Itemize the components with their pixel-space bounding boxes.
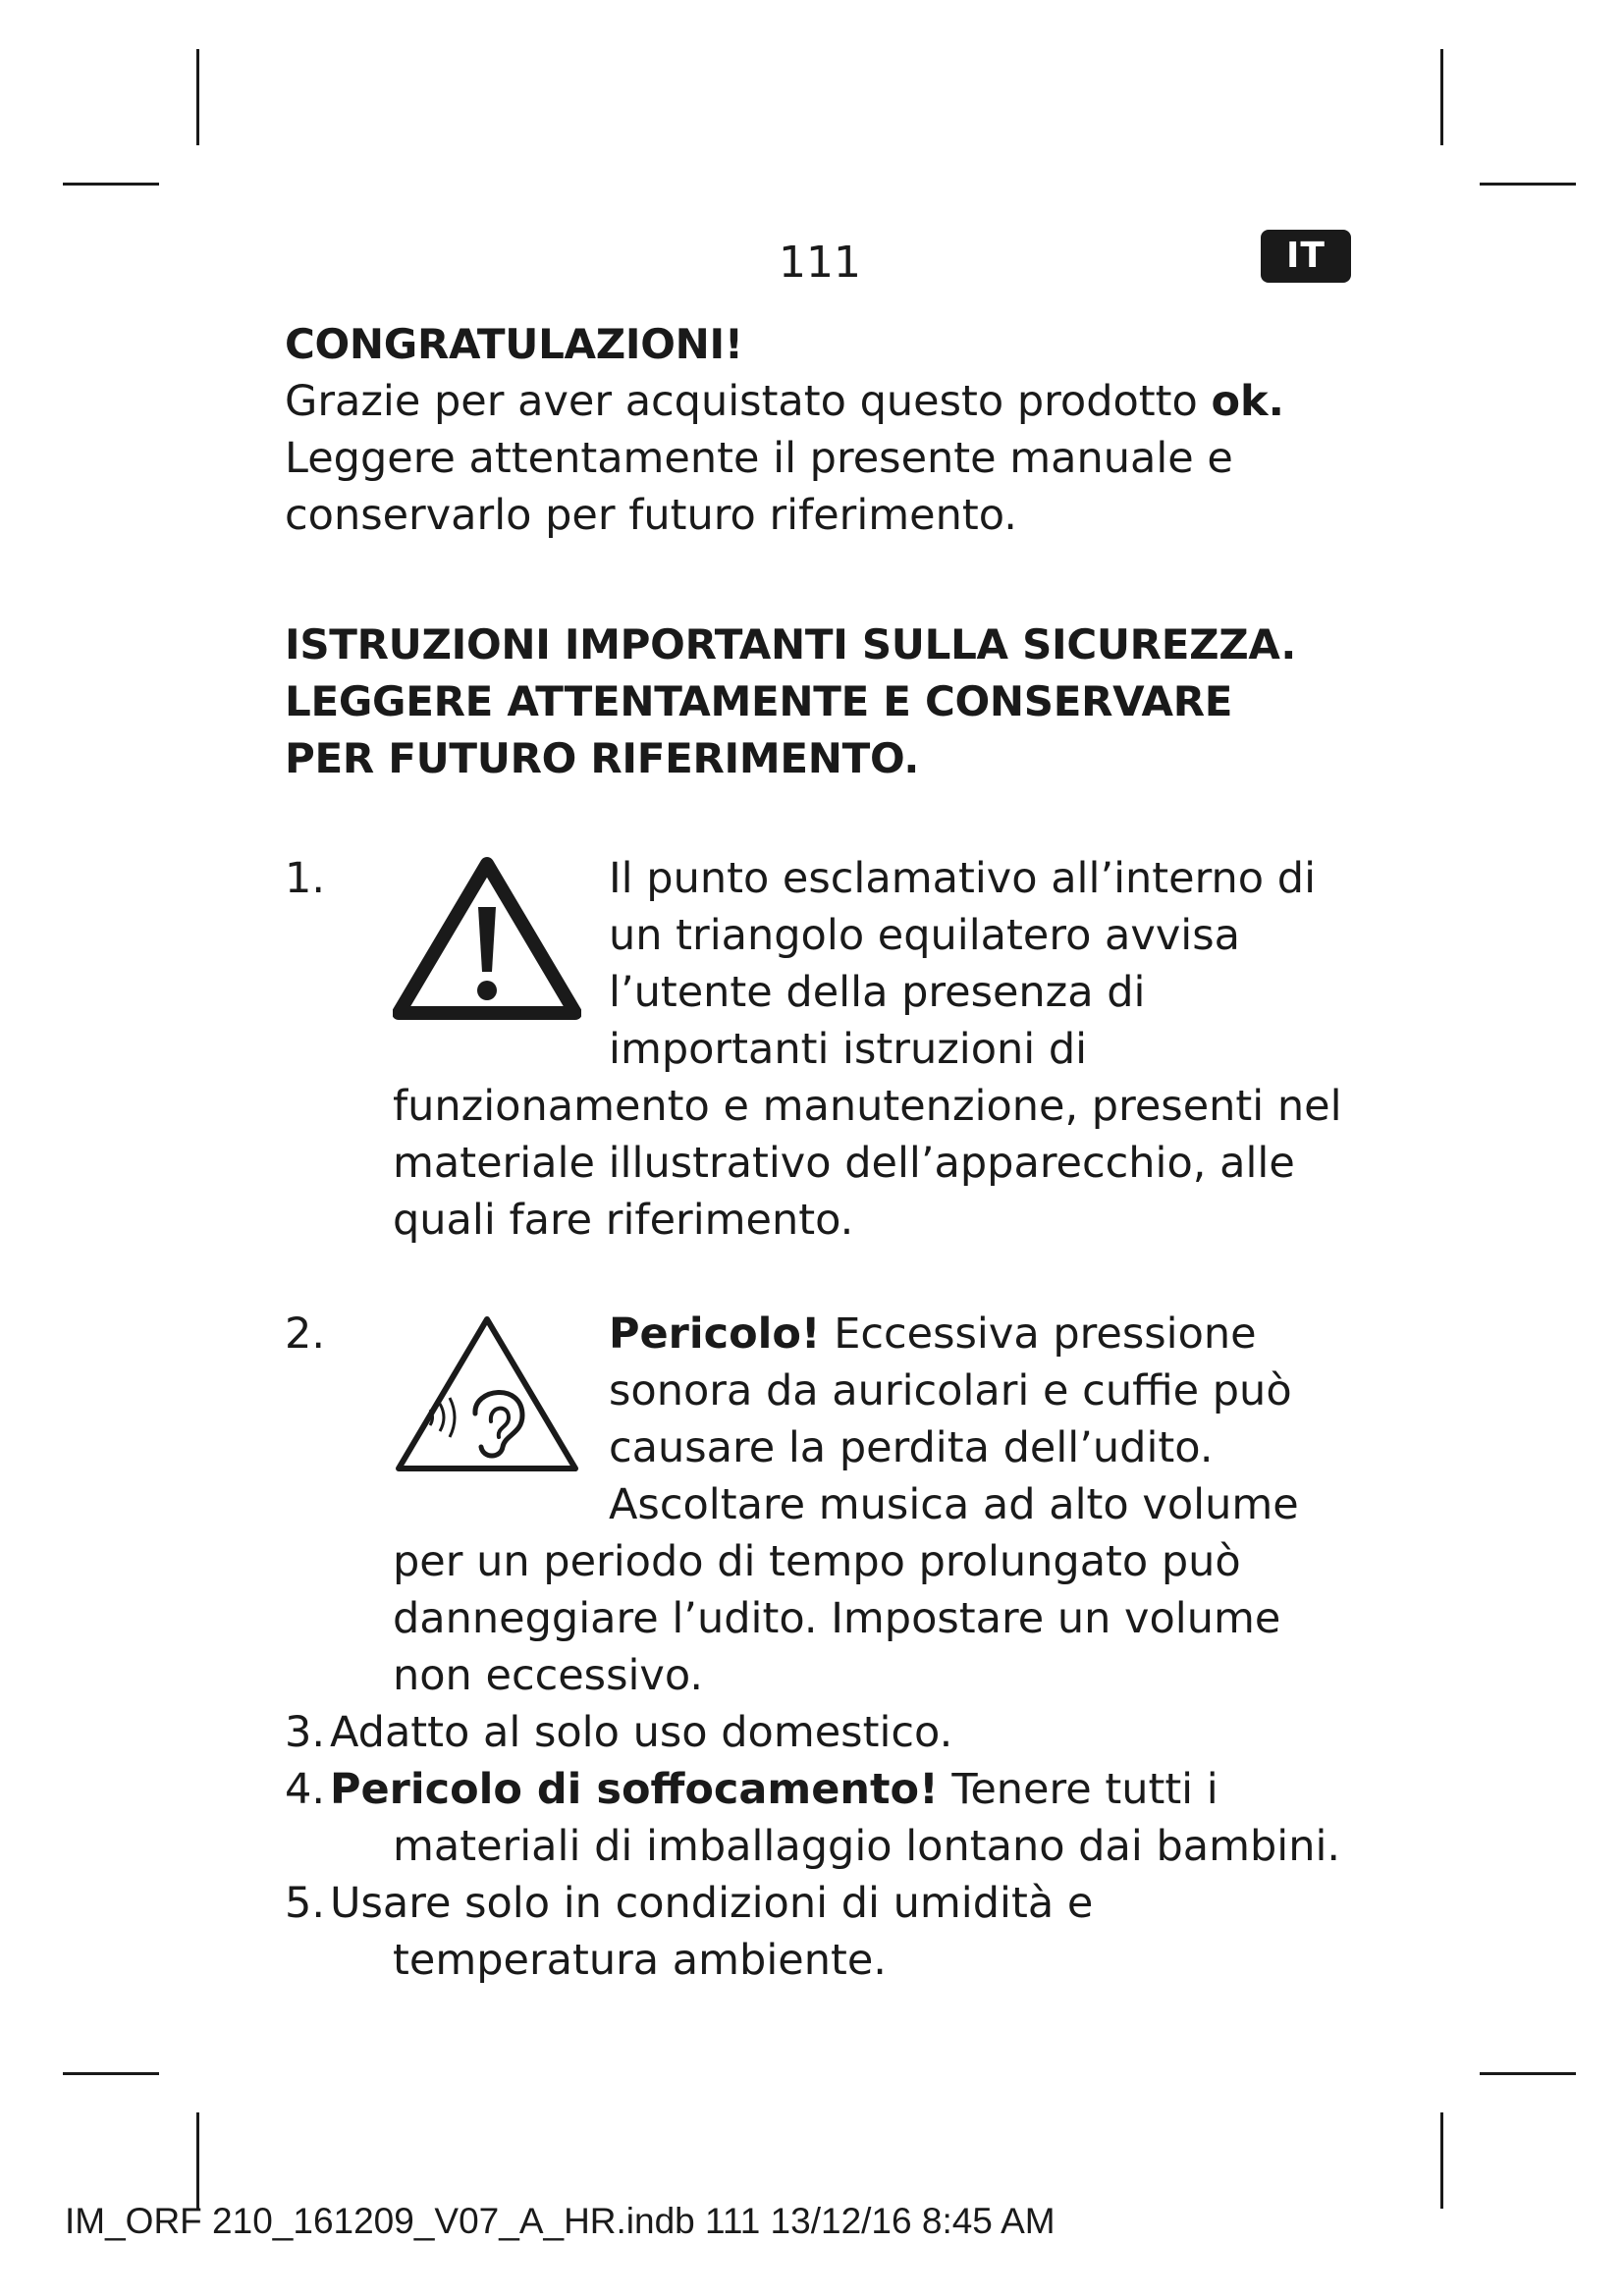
print-footer: IM_ORF 210_161209_V07_A_HR.indb 111 13/12/16 8:45 AM	[65, 2201, 1056, 2241]
safety-heading-line: ISTRUZIONI IMPORTANTI SULLA SICUREZZA.	[285, 620, 1297, 668]
list-item-continuation: temperatura ambiente.	[393, 1936, 887, 1985]
congratulations-heading: CONGRATULAZIONI!	[285, 320, 743, 368]
safety-heading-line: PER FUTURO RIFERIMENTO.	[285, 734, 920, 782]
page-number: 111	[779, 238, 861, 288]
list-item: 4. Pericolo di soffocamento! Tenere tutti i	[285, 1765, 1218, 1814]
crop-mark	[1480, 2072, 1576, 2075]
item-text-line: quali fare riferimento.	[393, 1196, 854, 1245]
item-text-line: funzionamento e manutenzione, presenti nel	[393, 1082, 1342, 1131]
hearing-damage-triangle-icon	[393, 1311, 581, 1478]
list-item: 3. Adatto al solo uso domestico.	[285, 1708, 953, 1757]
list-item-continuation: materiali di imballaggio lontano dai bambini.	[393, 1822, 1341, 1871]
crop-mark	[63, 2072, 159, 2075]
crop-mark	[196, 49, 199, 145]
item-number: 2.	[285, 1309, 326, 1359]
crop-mark	[1480, 183, 1576, 186]
item-text-line: Pericolo! Eccessiva pressione	[609, 1309, 1257, 1359]
item-text-line: Ascoltare musica ad alto volume	[609, 1480, 1299, 1529]
crop-mark	[63, 183, 159, 186]
item-text-line: sonora da auricolari e cuffie può	[609, 1366, 1292, 1415]
crop-mark	[1440, 49, 1443, 145]
crop-mark	[1440, 2112, 1443, 2209]
intro-line: conservarlo per futuro riferimento.	[285, 491, 1017, 540]
item-text-line: danneggiare l’udito. Impostare un volume	[393, 1594, 1281, 1643]
item-text-line: importanti istruzioni di	[609, 1025, 1088, 1074]
item-text-line: per un periodo di tempo prolungato può	[393, 1537, 1241, 1586]
item-text-line: Il punto esclamativo all’interno di	[609, 854, 1317, 903]
list-item: 5. Usare solo in condizioni di umidità e	[285, 1879, 1094, 1928]
item-text-line: l’utente della presenza di	[609, 968, 1146, 1017]
safety-heading-line: LEGGERE ATTENTAMENTE E CONSERVARE	[285, 677, 1233, 725]
language-badge: IT	[1261, 230, 1351, 283]
item-number: 1.	[285, 854, 326, 903]
intro-line: Grazie per aver acquistato questo prodotto ok.	[285, 377, 1284, 426]
item-text-line: materiale illustrativo dell’apparecchio, alle	[393, 1139, 1295, 1188]
crop-mark	[196, 2112, 199, 2209]
item-text-line: non eccessivo.	[393, 1651, 704, 1700]
exclamation-triangle-icon	[393, 856, 581, 1021]
item-text-line: un triangolo equilatero avvisa	[609, 911, 1241, 960]
item-text-line: causare la perdita dell’udito.	[609, 1423, 1214, 1472]
intro-line: Leggere attentamente il presente manuale e	[285, 434, 1233, 483]
